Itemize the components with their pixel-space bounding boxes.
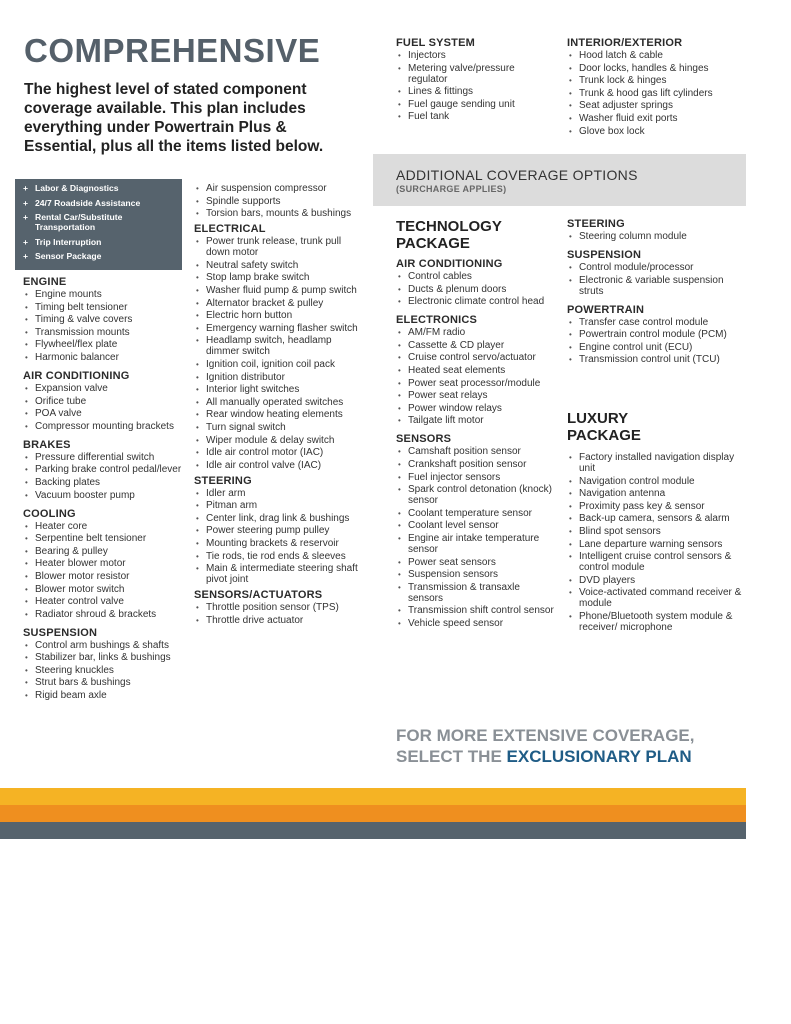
coverage-item: • Suspension sensors bbox=[396, 569, 556, 580]
coverage-item: • Neutral safety switch bbox=[194, 260, 364, 271]
coverage-item: • Bearing & pulley bbox=[23, 546, 191, 557]
coverage-list bbox=[23, 521, 191, 620]
benefits-box bbox=[15, 179, 182, 270]
section-heading: STEERING bbox=[567, 218, 625, 230]
coverage-item: • Expansion valve bbox=[23, 383, 191, 394]
benefit-item: + Labor & Diagnostics bbox=[21, 183, 182, 193]
section-heading: POWERTRAIN bbox=[567, 303, 645, 316]
coverage-list bbox=[567, 231, 742, 242]
coverage-item: • Blower motor resistor bbox=[23, 571, 191, 582]
coverage-item: • Heated seat elements bbox=[396, 365, 556, 376]
coverage-item: • All manually operated switches bbox=[194, 397, 364, 408]
interior-exterior-section bbox=[567, 37, 742, 138]
section-heading: SUSPENSION bbox=[23, 626, 98, 639]
coverage-item: • Metering valve/pressure regulator bbox=[396, 63, 556, 85]
coverage-item: • Throttle drive actuator bbox=[194, 615, 364, 626]
coverage-item: • Fuel tank bbox=[396, 111, 556, 122]
coverage-item: • Throttle position sensor (TPS) bbox=[194, 602, 364, 613]
coverage-list bbox=[567, 317, 742, 366]
exclusionary-plan-callout bbox=[396, 725, 695, 767]
coverage-item: • Cruise control servo/actuator bbox=[396, 352, 556, 363]
coverage-item: • Engine air intake temperature sensor bbox=[396, 533, 556, 555]
section-heading: INTERIOR/EXTERIOR bbox=[567, 37, 683, 49]
coverage-item: • Orifice tube bbox=[23, 396, 191, 407]
callout-line-1: FOR MORE EXTENSIVE COVERAGE, bbox=[396, 726, 695, 745]
coverage-item: • Transmission control unit (TCU) bbox=[567, 354, 742, 365]
coverage-list bbox=[194, 488, 364, 586]
coverage-item: • Door locks, handles & hinges bbox=[567, 63, 742, 74]
exclusionary-plan-link: EXCLUSIONARY PLAN bbox=[506, 747, 692, 766]
coverage-item: • Trunk & hood gas lift cylinders bbox=[567, 88, 742, 99]
coverage-list bbox=[567, 50, 742, 137]
coverage-item: • AM/FM radio bbox=[396, 327, 556, 338]
coverage-list bbox=[396, 50, 556, 122]
coverage-item: • Power window relays bbox=[396, 403, 556, 414]
coverage-list bbox=[396, 271, 556, 307]
coverage-item: • Steering column module bbox=[567, 231, 742, 242]
coverage-item: • Proximity pass key & sensor bbox=[567, 501, 742, 512]
section-heading: SENSORS/ACTUATORS bbox=[194, 589, 323, 602]
coverage-list bbox=[194, 602, 364, 626]
coverage-item: • Fuel gauge sending unit bbox=[396, 99, 556, 110]
page-title: COMPREHENSIVE bbox=[24, 32, 321, 69]
coverage-item: • DVD players bbox=[567, 575, 742, 586]
coverage-item: • Parking brake control pedal/lever bbox=[23, 464, 191, 475]
coverage-item: • Intelligent cruise control sensors & control module bbox=[567, 551, 742, 573]
coverage-item: • Electronic & variable suspension struts bbox=[567, 275, 742, 297]
coverage-item: • Seat adjuster springs bbox=[567, 100, 742, 111]
coverage-list bbox=[396, 446, 556, 629]
coverage-item: • Powertrain control module (PCM) bbox=[567, 329, 742, 340]
benefit-item: + 24/7 Roadside Assistance bbox=[21, 198, 182, 208]
coverage-item: • Timing belt tensioner bbox=[23, 302, 191, 313]
coverage-item: • Navigation control module bbox=[567, 476, 742, 487]
section-heading: COOLING bbox=[23, 507, 76, 520]
coverage-item: • Control module/processor bbox=[567, 262, 742, 273]
coverage-item: • Engine control unit (ECU) bbox=[567, 342, 742, 353]
technology-package bbox=[396, 218, 556, 630]
fuel-system-section bbox=[396, 37, 556, 124]
coverage-item: • Transmission mounts bbox=[23, 327, 191, 338]
coverage-item: • Headlamp switch, headlamp dimmer switch bbox=[194, 335, 364, 357]
section-heading: FUEL SYSTEM bbox=[396, 37, 476, 49]
coverage-item: • Heater control valve bbox=[23, 596, 191, 607]
stripe-slate bbox=[0, 822, 746, 839]
section-heading: ELECTRICAL bbox=[194, 223, 266, 236]
coverage-item: • Rigid beam axle bbox=[23, 690, 191, 701]
coverage-item: • Control arm bushings & shafts bbox=[23, 640, 191, 651]
coverage-item: • Navigation antenna bbox=[567, 488, 742, 499]
section-heading: ENGINE bbox=[23, 276, 67, 288]
benefit-item: + Rental Car/Substitute Transportation bbox=[21, 212, 182, 232]
coverage-item: • Interior light switches bbox=[194, 384, 364, 395]
coverage-item: • Main & intermediate steering shaft pivot joint bbox=[194, 563, 364, 585]
coverage-list bbox=[567, 262, 742, 297]
coverage-item: • Crankshaft position sensor bbox=[396, 459, 556, 470]
coverage-item: • Stabilizer bar, links & bushings bbox=[23, 652, 191, 663]
additional-coverage-banner bbox=[373, 154, 746, 206]
coverage-item: • Trunk lock & hinges bbox=[567, 75, 742, 86]
coverage-item: • Engine mounts bbox=[23, 289, 191, 300]
section-heading: AIR CONDITIONING bbox=[23, 369, 130, 382]
coverage-item: • Injectors bbox=[396, 50, 556, 61]
coverage-item: • Electric horn button bbox=[194, 310, 364, 321]
coverage-item: • Idle air control valve (IAC) bbox=[194, 460, 364, 471]
callout-line-2: SELECT THE EXCLUSIONARY PLAN bbox=[396, 747, 692, 766]
coverage-item: • Vehicle speed sensor bbox=[396, 618, 556, 629]
coverage-list bbox=[23, 383, 191, 432]
coverage-item: • Ignition distributor bbox=[194, 372, 364, 383]
coverage-item: • Washer fluid pump & pump switch bbox=[194, 285, 364, 296]
coverage-item: • Emergency warning flasher switch bbox=[194, 323, 364, 334]
coverage-item: • Control cables bbox=[396, 271, 556, 282]
coverage-item: • Power seat processor/module bbox=[396, 378, 556, 389]
coverage-item: • Electronic climate control head bbox=[396, 296, 556, 307]
coverage-item: • Idle air control motor (IAC) bbox=[194, 447, 364, 458]
intro-text: The highest level of stated component coverage available. This plan includes everything under Powertrain Plus & Essential, plus all the items listed below. bbox=[24, 81, 324, 155]
coverage-item: • Hood latch & cable bbox=[567, 50, 742, 61]
section-heading: STEERING bbox=[194, 474, 252, 487]
coverage-item: • Coolant level sensor bbox=[396, 520, 556, 531]
coverage-item: • Heater blower motor bbox=[23, 558, 191, 569]
coverage-item: • Center link, drag link & bushings bbox=[194, 513, 364, 524]
coverage-item: • Power seat sensors bbox=[396, 557, 556, 568]
coverage-item: • Power trunk release, trunk pull down motor bbox=[194, 236, 364, 258]
stripe-orange bbox=[0, 805, 746, 822]
coverage-item: • Idler arm bbox=[194, 488, 364, 499]
coverage-item: • Timing & valve covers bbox=[23, 314, 191, 325]
coverage-item: • Backing plates bbox=[23, 477, 191, 488]
coverage-item: • Ignition coil, ignition coil pack bbox=[194, 359, 364, 370]
coverage-item: • Spark control detonation (knock) sensor bbox=[396, 484, 556, 506]
coverage-item: • Camshaft position sensor bbox=[396, 446, 556, 457]
luxury-package-title: LUXURY PACKAGE bbox=[567, 410, 641, 444]
coverage-item: • Transfer case control module bbox=[567, 317, 742, 328]
column-1 bbox=[23, 276, 191, 703]
coverage-list bbox=[194, 236, 364, 471]
coverage-item: • Mounting brackets & reservoir bbox=[194, 538, 364, 549]
coverage-item: • POA valve bbox=[23, 408, 191, 419]
coverage-item: • Stop lamp brake switch bbox=[194, 272, 364, 283]
coverage-item: • Transmission shift control sensor bbox=[396, 605, 556, 616]
coverage-item: • Vacuum booster pump bbox=[23, 490, 191, 501]
coverage-item: • Spindle supports bbox=[194, 196, 364, 207]
stripe-yellow bbox=[0, 788, 746, 805]
coverage-item: • Compressor mounting brackets bbox=[23, 421, 191, 432]
coverage-item: • Heater core bbox=[23, 521, 191, 532]
coverage-list bbox=[23, 452, 191, 501]
section-heading: BRAKES bbox=[23, 438, 71, 451]
coverage-item: • Tailgate lift motor bbox=[396, 415, 556, 426]
coverage-item: • Lane departure warning sensors bbox=[567, 539, 742, 550]
coverage-item: • Air suspension compressor bbox=[194, 183, 364, 194]
coverage-item: • Rear window heating elements bbox=[194, 409, 364, 420]
additional-coverage-subtitle: (SURCHARGE APPLIES) bbox=[396, 184, 507, 194]
coverage-list bbox=[23, 289, 191, 363]
coverage-item: • Voice-activated command receiver & module bbox=[567, 587, 742, 609]
coverage-item: • Turn signal switch bbox=[194, 422, 364, 433]
coverage-item: • Power steering pump pulley bbox=[194, 525, 364, 536]
coverage-item: • Alternator bracket & pulley bbox=[194, 298, 364, 309]
coverage-item: • Glove box lock bbox=[567, 126, 742, 137]
technology-package-right bbox=[567, 218, 742, 367]
coverage-item: • Factory installed navigation display unit bbox=[567, 452, 742, 474]
coverage-item: • Back-up camera, sensors & alarm bbox=[567, 513, 742, 524]
technology-package-title: TECHNOLOGY PACKAGE bbox=[396, 218, 502, 252]
coverage-list bbox=[23, 640, 191, 701]
additional-coverage-title: ADDITIONAL COVERAGE OPTIONS bbox=[396, 167, 638, 183]
coverage-list bbox=[396, 327, 556, 426]
coverage-item: • Pitman arm bbox=[194, 500, 364, 511]
coverage-item: • Pressure differential switch bbox=[23, 452, 191, 463]
coverage-item: • Power seat relays bbox=[396, 390, 556, 401]
coverage-item: • Washer fluid exit ports bbox=[567, 113, 742, 124]
coverage-list bbox=[194, 183, 364, 219]
section-heading: SENSORS bbox=[396, 433, 452, 446]
coverage-item: • Steering knuckles bbox=[23, 665, 191, 676]
coverage-item: • Transmission & transaxle sensors bbox=[396, 582, 556, 604]
coverage-item: • Wiper module & delay switch bbox=[194, 435, 364, 446]
coverage-item: • Serpentine belt tensioner bbox=[23, 533, 191, 544]
coverage-item: • Harmonic balancer bbox=[23, 352, 191, 363]
luxury-package bbox=[567, 410, 742, 635]
coverage-item: • Ducts & plenum doors bbox=[396, 284, 556, 295]
coverage-item: • Tie rods, tie rod ends & sleeves bbox=[194, 551, 364, 562]
coverage-item: • Blower motor switch bbox=[23, 584, 191, 595]
section-heading: SUSPENSION bbox=[567, 249, 642, 261]
coverage-item: • Fuel injector sensors bbox=[396, 472, 556, 483]
coverage-item: • Radiator shroud & brackets bbox=[23, 609, 191, 620]
coverage-item: • Coolant temperature sensor bbox=[396, 508, 556, 519]
coverage-item: • Flywheel/flex plate bbox=[23, 339, 191, 350]
benefit-item: + Trip Interruption bbox=[21, 237, 182, 247]
benefit-item: + Sensor Package bbox=[21, 251, 182, 261]
coverage-item: • Torsion bars, mounts & bushings bbox=[194, 208, 364, 219]
coverage-item: • Strut bars & bushings bbox=[23, 677, 191, 688]
coverage-item: • Blind spot sensors bbox=[567, 526, 742, 537]
coverage-item: • Cassette & CD player bbox=[396, 340, 556, 351]
coverage-item: • Phone/Bluetooth system module & receiver/ microphone bbox=[567, 611, 742, 633]
column-2 bbox=[194, 183, 364, 627]
coverage-item: • Lines & fittings bbox=[396, 86, 556, 97]
section-heading: ELECTRONICS bbox=[396, 314, 478, 327]
section-heading: AIR CONDITIONING bbox=[396, 258, 503, 270]
